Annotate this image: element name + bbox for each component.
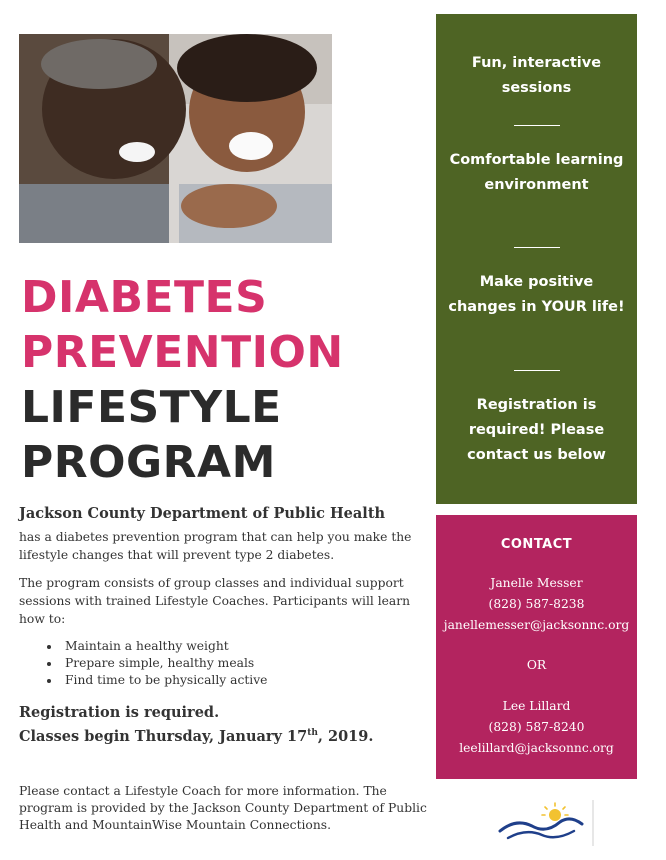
headline-line-3: LIFESTYLE <box>21 382 282 433</box>
mountainwise-logo <box>498 798 598 848</box>
contact-or: OR <box>526 658 547 672</box>
contact-phone: (828) 587-8238 <box>488 597 585 611</box>
contact-person-2 <box>436 696 637 759</box>
class-start-prefix: Classes begin Thursday, January 17 <box>19 727 308 745</box>
list-item: • Prepare simple, healthy meals <box>61 655 414 672</box>
contact-name: Janelle Messer <box>490 576 583 590</box>
program-headline <box>21 270 344 490</box>
divider <box>514 370 560 371</box>
class-start-ordinal: th <box>307 728 318 738</box>
class-start-suffix: , 2019 <box>317 727 369 745</box>
feature-fun: Fun, interactive sessions <box>471 55 602 96</box>
contact-email[interactable]: janellemesser@jacksonnc.org <box>443 618 630 632</box>
divider <box>514 125 560 126</box>
contact-email[interactable]: leelillard@jacksonnc.org <box>459 741 614 755</box>
sun-mountain-logo-icon <box>498 798 598 848</box>
contact-name: Lee Lillard <box>502 699 571 713</box>
registration-required: Registration is required. <box>19 704 220 721</box>
couple-photo-illustration <box>19 34 332 243</box>
headline-line-1: DIABETES <box>21 272 268 323</box>
registration-notice: Registration is required. Classes begin Thursday, January 17th, 2019. <box>19 704 374 745</box>
contact-phone: (828) 587-8240 <box>488 720 585 734</box>
headline-line-2: PREVENTION <box>21 327 344 378</box>
program-description: The program consists of group classes and individual support sessions with trained Lifestyle Coaches. Participants will learn how to: <box>19 576 411 626</box>
list-item: • Find time to be physically active <box>61 672 414 689</box>
feature-positive-changes: Make positive changes in YOUR life! <box>448 274 625 315</box>
headline-line-4: PROGRAM <box>21 437 276 488</box>
contact-box <box>436 515 637 779</box>
learning-list <box>19 638 414 689</box>
feature-comfortable: Comfortable learning environment <box>449 152 624 193</box>
contact-person-1 <box>436 573 637 636</box>
footer-note: Please contact a Lifestyle Coach for more information. The program is provided by the Jackson County Department of Public Health and MountainWise Mountain Connections. <box>19 784 427 832</box>
features-box <box>436 14 637 504</box>
feature-registration: Registration is required! Please contact us below <box>467 397 606 463</box>
contact-heading: CONTACT <box>500 537 573 552</box>
divider <box>514 247 560 248</box>
body-content <box>19 505 414 747</box>
intro-paragraph: has a diabetes prevention program that can help you make the lifestyle changes that will prevent type 2 diabetes. <box>19 530 412 562</box>
org-name: Jackson County Department of Public Health <box>19 505 386 522</box>
couple-photo <box>19 34 332 243</box>
list-item: • Maintain a healthy weight <box>61 638 414 655</box>
